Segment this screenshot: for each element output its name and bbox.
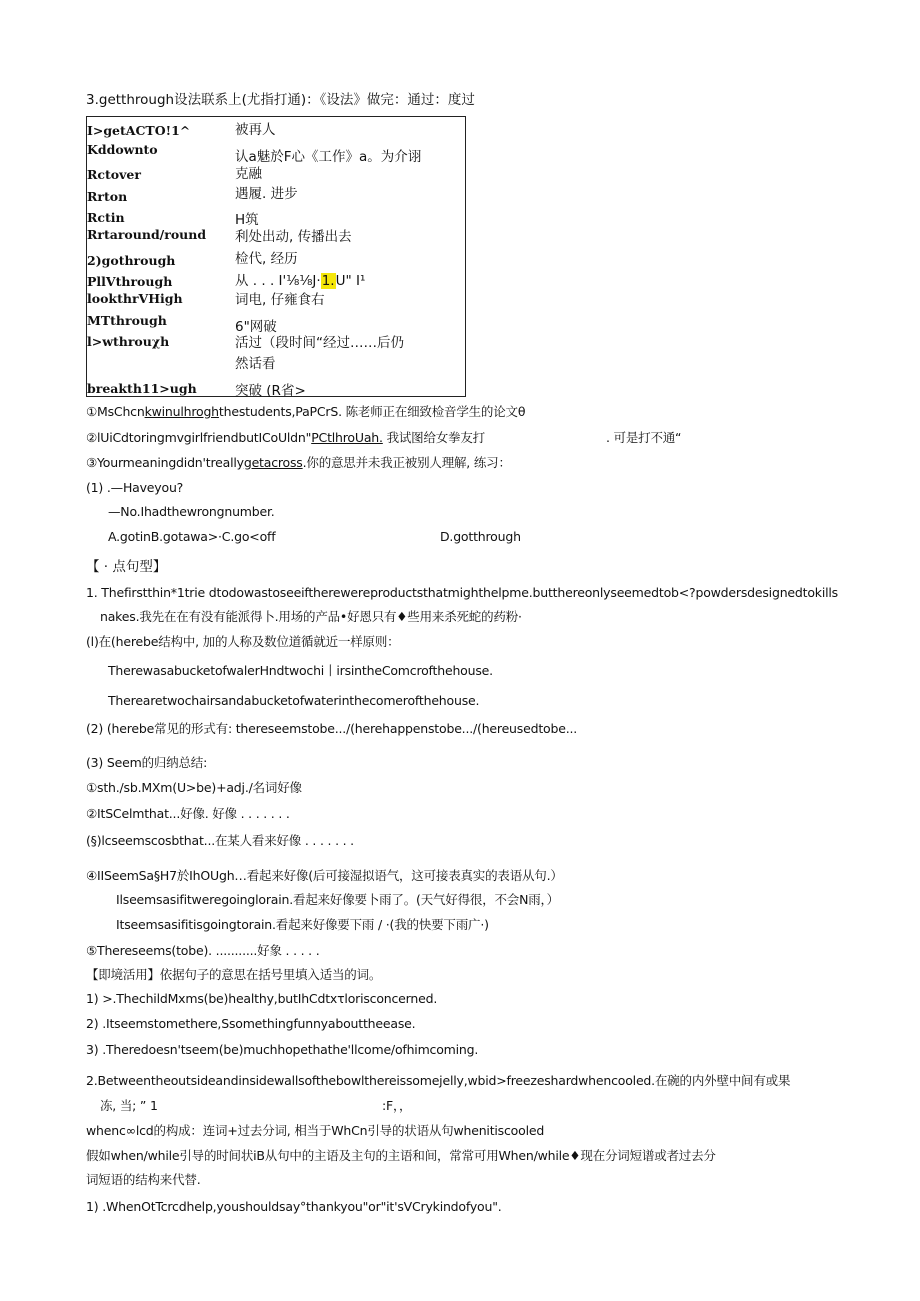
phrase-en: l>wthrouχh bbox=[87, 334, 170, 349]
sentence-1: 1. Thefirstthin*1trie dtodowastoseeiftherewereproductsthatmighthelpme.butthereonlyseemedtob<?powdersdesignedtokills bbox=[86, 585, 838, 600]
practice-item-1: 1) >.ThechildMxms(be)healthy,butIhCdtxτlorisconcerned. bbox=[86, 991, 438, 1006]
sentence-2-rule: 假如when/while引导的时间状iB从句中的主语及主句的主语和间，常常可用When/while♦现在分词短谱或者过去分 bbox=[86, 1148, 716, 1163]
underlined-phrase: getacross bbox=[243, 455, 303, 470]
phrase-cn: 然话看 bbox=[235, 356, 276, 372]
sentence-2-cont-b: :F，， bbox=[382, 1098, 412, 1113]
example-3: ③Yourmeaningdidn'treallygetacross.你的意思并未我正被别人理解, 练习： bbox=[86, 455, 511, 470]
phrase-cn: 克融 bbox=[235, 166, 262, 182]
phrase-cn: 认a魅於F心《工作》a。为介诩 bbox=[235, 149, 422, 165]
section-title: 【 · 点句型】 bbox=[86, 559, 167, 575]
phrase-cn: 被再人 bbox=[235, 122, 276, 138]
sentence-1-cont: nakes.我先在在有没有能派得卜.用场的产品•好恩只有♦些用来杀死蛇的药粉· bbox=[100, 609, 522, 624]
phrase-table bbox=[86, 116, 466, 397]
phrase-cn: 活过（段时间“经过……后仍 bbox=[235, 335, 404, 351]
exercise-question: (1) .—Haveyou? bbox=[86, 480, 184, 495]
phrase-cn: 检代, 经历 bbox=[235, 251, 298, 267]
exercise-answer-line: —No.Ihadthewrongnumber. bbox=[108, 504, 275, 519]
phrase-cn: 遇履. 进步 bbox=[235, 186, 298, 202]
exercise-option-d: D.gotthrough bbox=[440, 529, 521, 544]
phrase-cn bbox=[235, 272, 365, 290]
phrase-en: MTthrough bbox=[87, 313, 167, 328]
rule-2: (2) (herebe常见的形式有: thereseemstobe.../(herehappenstobe.../(hereusedtobe... bbox=[86, 721, 578, 736]
phrase-en: Rrtaround/round bbox=[87, 227, 207, 242]
seem-item-4-example-b: Itseemsasifitisgoingtorain.看起来好像要下雨 / ·(我的快要下雨广·) bbox=[116, 917, 489, 932]
phrase-cn: 词电, 仔雍食右 bbox=[235, 292, 325, 308]
rule-3: (3) Seem的归纳总结: bbox=[86, 755, 208, 770]
sentence-2-analysis: whenc∞lcd的构成：连词+过去分词, 相当于WhCn引导的状语从句whenitiscooled bbox=[86, 1123, 545, 1138]
phrase-en: Kddownto bbox=[87, 142, 158, 157]
seem-item-2: ②ItSCelmthat...好像. 好像 . . . . . . . bbox=[86, 806, 290, 821]
phrase-en: Rctover bbox=[87, 167, 141, 182]
seem-item-4-example-a: Ilseemsasifitweregoinglorain.看起来好像要卜雨了。(天气好得很，不会N雨，） bbox=[116, 892, 559, 907]
phrase-en: Rctin bbox=[87, 210, 125, 225]
exercise-options: A.gotinB.gotawa>·C.go<off bbox=[108, 529, 276, 544]
rule-1-example-b: Therearetwochairsandabucketofwaterinthecomerofthehouse. bbox=[108, 693, 480, 708]
rule-1: (l)在(herebe结构中, 加的人称及数位道循就近一样原则： bbox=[86, 634, 400, 649]
seem-item-3: (§)lcseemscosbthat...在某人看来好像 . . . . . . . bbox=[86, 833, 354, 848]
phrase-en: 2)gothrough bbox=[87, 253, 176, 268]
sentence-2-rule-cont: 词短语的结构来代替. bbox=[86, 1172, 201, 1187]
phrase-en: breakth11>ugh bbox=[87, 381, 197, 396]
phrase-en: PllVthrough bbox=[87, 274, 173, 289]
phrase-en: lookthrVHigh bbox=[87, 291, 183, 306]
phrase-en: Rrton bbox=[87, 189, 128, 204]
underlined-phrase: kwinulhrogh bbox=[144, 404, 219, 419]
practice-title: 【即境活用】依据句子的意思在括号里填入适当的词。 bbox=[86, 967, 382, 982]
sentence-2-cont: 冻, 当; ” 1 bbox=[100, 1098, 158, 1113]
section-heading: 3.getthrough设法联系上(尤指打通)：《设法》做完：通过：度过 bbox=[86, 92, 475, 108]
highlighted-text: 1. bbox=[321, 273, 335, 289]
example-2-tail: . 可是打不通“ bbox=[606, 430, 682, 445]
phrase-cn: 利处出动, 传播出去 bbox=[235, 229, 352, 245]
sentence-2-practice: 1) .WhenOtTcrcdhelp,youshouldsay°thankyou"or"it'sVCrykindofyou". bbox=[86, 1199, 502, 1214]
seem-item-4: ④IISeemSa§H7於IhOUgh…看起来好像(后可接湿拟语气，这可接表真实的表语从句.） bbox=[86, 868, 563, 883]
underlined-phrase: PCtlhroUah. bbox=[311, 430, 383, 445]
phrase-cn: H筑 bbox=[235, 212, 259, 228]
phrase-en: I>getACTO!1^ bbox=[87, 123, 191, 138]
example-2: ②lUiCdtoringmvgirlfriendbutICoUldn"PCtlhroUah. 我试图给女拳友打 bbox=[86, 430, 485, 445]
rule-1-example-a: TherewasabucketofwalerHndtwochi丨irsintheComcrofthehouse. bbox=[108, 663, 493, 678]
phrase-cn-part: 从 . . . I'⅛⅛J· bbox=[235, 273, 321, 289]
example-1: ①MsChcnkwinulhroghthestudents,PaPCrS. 陈老师正在细致检音学生的论文θ bbox=[86, 404, 526, 419]
phrase-cn: 突破 (R省> bbox=[235, 383, 306, 399]
seem-item-1: ①sth./sb.MXm(U>be)+adj./名词好像 bbox=[86, 780, 302, 795]
phrase-cn-part: U" I¹ bbox=[335, 273, 366, 289]
practice-item-3: 3) .Theredoesn'tseem(be)muchhopethathe'llcome/ofhimcoming. bbox=[86, 1042, 479, 1057]
phrase-cn: 6"网破 bbox=[235, 319, 277, 335]
seem-item-5: ⑤Thereseems(tobe). ...........好象 . . . . . bbox=[86, 943, 320, 958]
sentence-2: 2.Betweentheoutsideandinsidewallsofthebowlthereissomejelly,wbid>freezeshardwhencooled.在碗的内外壁中间有或果 bbox=[86, 1073, 791, 1088]
practice-item-2: 2) .Itseemstomethere,Ssomethingfunnyabouttheease. bbox=[86, 1016, 416, 1031]
